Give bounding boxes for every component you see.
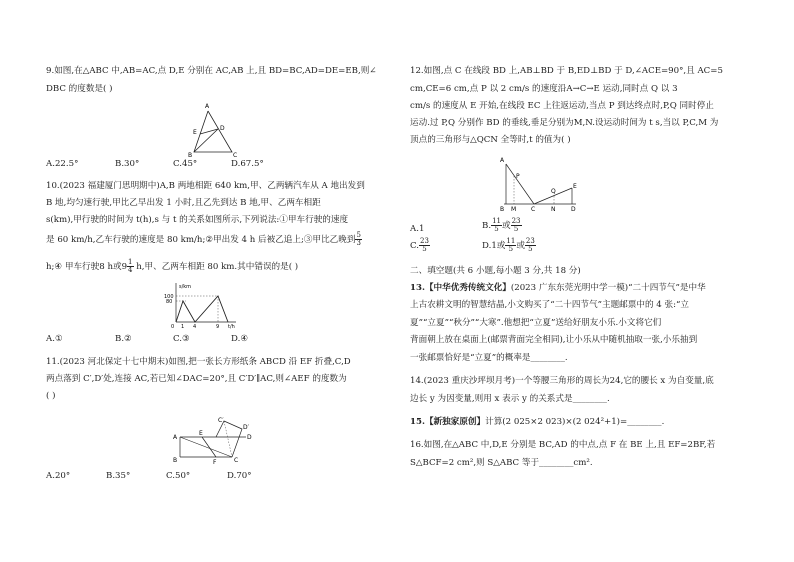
q12-geometry-figure [496, 150, 584, 212]
q11-label-c: C [234, 457, 239, 464]
q10-line1: 10.(2023 福建厦门思明期中)A,B 两地相距 640 km,甲、乙两辆汽车从 A 地出发到 [46, 181, 365, 191]
q12-label-m: M [511, 206, 517, 212]
q13-line4: 背面朝上放在桌面上(邮票背面完全相同),让小乐从中随机抽取一张,小乐抽到 [410, 335, 698, 345]
q9-option-c: C.45° [173, 159, 198, 169]
q12-line1: 12.如图,点 C 在线段 BD 上,AB⊥BD 于 B,ED⊥BD 于 D,∠ACE=90°,且 AC=5 [410, 66, 723, 76]
q11-option-a: A.20° [46, 471, 71, 481]
q9-label-c: C [233, 152, 238, 158]
q10-line4-text: 是 60 km/h,乙车行驶的速度是 80 km/h;②甲出发 4 h 后被乙追上;③甲比乙晚到 [46, 235, 356, 245]
q10-origin: 0 [171, 324, 175, 330]
q10-tick-4: 4 [193, 324, 197, 330]
q9-option-d: D.67.5° [231, 159, 264, 169]
q16-line2: S△BCF=2 cm²,则 S△ABC 等于________cm². [410, 458, 593, 468]
q11-fold-figure [172, 415, 260, 465]
q11-option-b: B.35° [106, 471, 131, 481]
q10-axis-y-label: s/km [179, 284, 192, 290]
q9-option-a: A.22.5° [46, 159, 79, 169]
q12-label-b: B [500, 206, 505, 212]
q11-line1: 11.(2023 河北保定十七中期末)如图,把一张长方形纸条 ABCD 沿 EF 折叠,C,D [46, 357, 351, 367]
q13-line2: 上古农耕文明的智慧结晶,小文购买了“二十四节气”主题邮票中的 4 张:“立 [410, 300, 689, 310]
q10-mixed-integer: 9 [121, 262, 128, 272]
q10-line4 [46, 232, 362, 247]
q12-label-d: D [571, 206, 576, 212]
q9-option-b: B.30° [115, 159, 140, 169]
q12-option-a: A.1 [410, 224, 425, 234]
q11-line2: 两点落到 C′,D′处,连接 AC,若已知∠DAC=20°,且 C′D′∥AC,则∠AEF 的度数为 [46, 374, 347, 384]
q13-line5: 一张邮票恰好是“立夏”的概率是________. [410, 353, 568, 363]
q11-option-d: D.70° [227, 471, 252, 481]
q14-line1: 14.(2023 重庆沙坪坝月考)一个等腰三角形的周长为24,它的腰长 x 为自变量,底 [410, 376, 714, 386]
q15-line: 15.【新独家原创】计算(2 025×2 023)×(2 024²+1)=________. [410, 417, 665, 427]
q15-tag: 15.【新独家原创】 [410, 417, 486, 427]
q10-fraction-1-4: $\frac{1}{4}$ [128, 258, 133, 274]
q11-label-e: E [199, 430, 203, 437]
q16-line1: 16.如图,在△ABC 中,D,E 分别是 BC,AD 的中点,点 F 在 BE 上,且 EF=2BF,若 [410, 440, 716, 450]
q10-tick-1: 1 [181, 324, 185, 330]
q10-option-d: D.④ [231, 334, 249, 344]
q9-label-d: D [220, 125, 225, 132]
q11-label-f: F [213, 459, 217, 465]
q12-line4: 运动.过 P,Q 分别作 BD 的垂线,垂足分别为M,N.设运动时间为 t s,当以 P,C,M 为 [410, 118, 719, 128]
q9-line1: 9.如图,在△ABC 中,AB=AC,点 D,E 分别在 AC,AB 上,且 BD=BC,AD=DE=EB,则∠ [46, 66, 377, 76]
q10-line2: B 地,均匀速行驶,甲比乙早出发 1 小时,且乙先到达 B 地,甲、乙两车相距 [46, 198, 321, 208]
q10-option-c: C.③ [173, 334, 190, 344]
q10-graph-figure [164, 280, 240, 330]
q12-label-e: E [573, 183, 577, 190]
q12-line5: 顶点的三角形与△QCN 全等时,t 的值为( ) [410, 135, 571, 145]
q12-label-c: C [531, 206, 536, 212]
q13-line1: 13.【中华优秀传统文化】(2023 广东东莞光明中学一模)“二十四节气”是中华 [410, 283, 706, 293]
q12-label-q: Q [551, 188, 556, 195]
q9-triangle-figure [186, 100, 242, 158]
q12-line2: cm,CE=6 cm,点 P 以 2 cm/s 的速度沿A→C→E 运动,同时点 Q 以 3 [410, 84, 678, 94]
q9-line2: DBC 的度数是( ) [46, 84, 113, 94]
q10-tick-9: 9 [216, 324, 220, 330]
q11-label-c-prime: C′ [218, 417, 224, 424]
q13-tag: 13.【中华优秀传统文化】 [410, 283, 511, 293]
q12-label-n: N [551, 206, 556, 212]
q12-option-b: B. $\frac{11}{5}$ 或 $\frac{23}{5}$ [482, 217, 521, 233]
q11-label-d: D [247, 434, 252, 441]
q14-line2: 边长 y 为因变量,则用 x 表示 y 的关系式是________. [410, 394, 610, 404]
q9-label-e: E [193, 129, 197, 136]
q11-line3: ( ) [46, 391, 56, 401]
q11-option-c: C.50° [166, 471, 191, 481]
q11-label-a: A [173, 434, 178, 441]
q9-label-b: B [188, 152, 193, 158]
q12-option-d: D.1或 $\frac{11}{5}$ 或 $\frac{23}{5}$ [482, 237, 535, 253]
section-fill-in-heading: 二、填空题(共 6 小题,每小题 3 分,共 18 分) [410, 266, 581, 276]
q9-label-a: A [205, 103, 210, 110]
q10-line5: h;④ 甲车行驶8 h或9 $\frac{1}{4}$ h,甲、乙两车相距 80 km.其中错误的是( ) [46, 258, 299, 274]
q10-tick-80: 80 [166, 299, 173, 305]
q10-option-a: A.① [46, 334, 63, 344]
q11-label-d-prime: D′ [243, 424, 249, 431]
q11-label-b: B [173, 457, 178, 464]
q12-line3: cm/s 的速度从 E 开始,在线段 EC 上往返运动,当点 P 到达终点时,P,Q 同时停止 [410, 101, 714, 111]
q13-line3: 夏”“立夏”“秋分”“大寒”.他想把“立夏”送给好朋友小乐.小文将它们 [410, 318, 662, 328]
q10-line3: s(km),甲行驶的时间为 t(h),s 与 t 的关系如图所示,下列说法:①甲车行驶的速度 [46, 215, 349, 225]
q12-option-c: C. $\frac{23}{5}$ [410, 237, 429, 253]
q10-tick-100: 100 [164, 294, 174, 300]
q12-label-p: P [516, 173, 520, 180]
q12-label-a: A [500, 157, 505, 164]
q10-option-b: B.② [115, 334, 132, 344]
q10-fraction-5-3: $\frac{5}{3}$ [356, 231, 361, 247]
q10-axis-x-label: t/h [228, 324, 235, 330]
